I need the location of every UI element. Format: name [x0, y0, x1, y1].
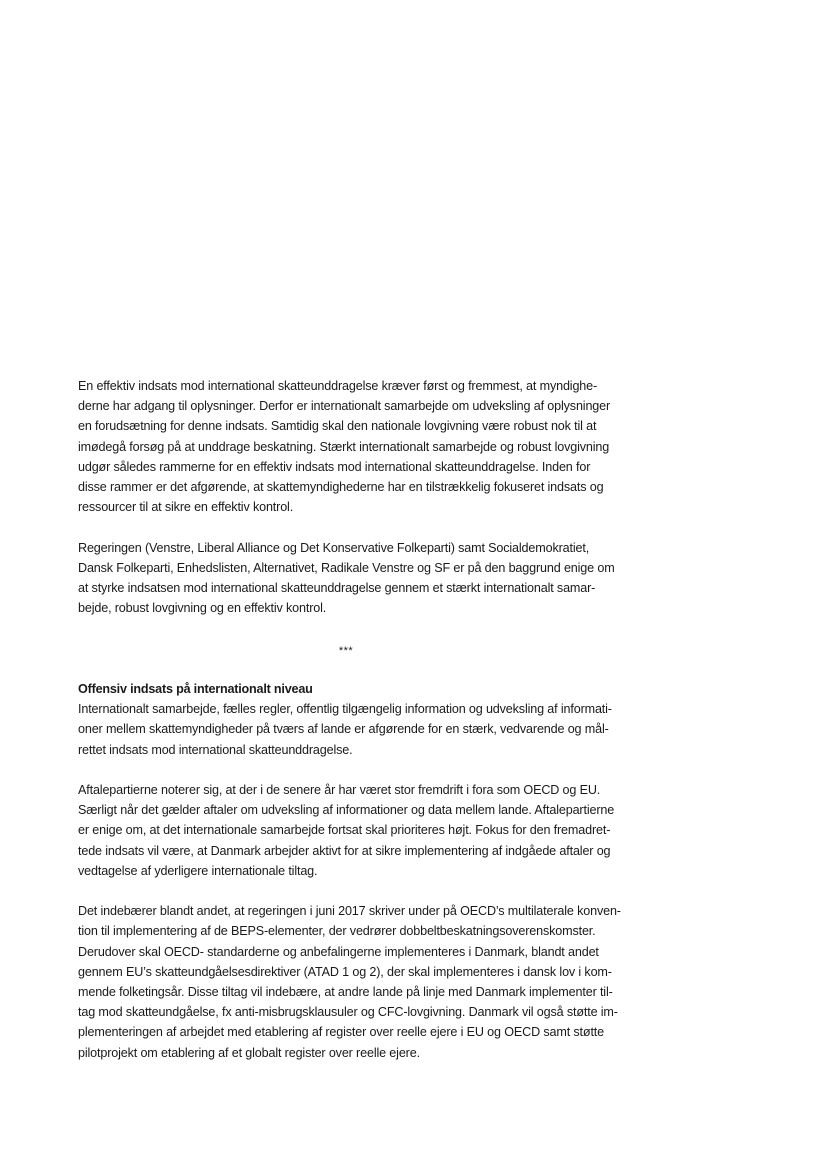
text-line: vedtagelse af yderligere internationale tiltag. — [78, 863, 318, 878]
text-line: derne har adgang til oplysninger. Derfor er internationalt samarbejde om udveksling af oplysninger — [78, 399, 611, 414]
section-heading: Offensiv indsats på internationalt niveau — [78, 681, 313, 696]
text-line: Internationalt samarbejde, fælles regler, offentlig tilgængelig information og udveksling af informati- — [78, 702, 612, 717]
text-line: plementeringen af arbejdet med etablering af register over reelle ejere i EU og OECD samt støtte — [78, 1025, 604, 1040]
text-line: udgør således rammerne for en effektiv indsats mod international skatteunddragelse. Inden for — [78, 459, 591, 474]
paragraph-implementation — [78, 901, 621, 1063]
text-line: Særligt når det gælder aftaler om udveksling af informationer og data mellem lande. Aftalepartierne — [78, 803, 615, 818]
paragraph-spacer — [78, 881, 618, 901]
paragraph-intro — [78, 376, 618, 517]
text-line: tion til implementering af de BEPS-elementer, der vedrører dobbeltbeskatningsoverenskomster. — [78, 924, 596, 939]
text-line: tede indsats vil være, at Danmark arbejder aktivt for at sikre implementering af indgåede aftaler og — [78, 843, 611, 858]
text-line: oner mellem skattemyndigheder på tværs af lande er afgørende for en stærk, vedvarende og mål- — [78, 722, 609, 737]
paragraph-spacer — [78, 659, 618, 679]
section-separator: *** — [338, 644, 354, 657]
text-line: en forudsætning for denne indsats. Samtidig skal den nationale lovgivning være robust nok til at — [78, 419, 597, 434]
paragraph-international-cooperation — [78, 699, 618, 760]
document-body — [78, 376, 621, 1063]
text-line: bejde, robust lovgivning og en effektiv kontrol. — [78, 601, 327, 616]
text-line: Derudover skal OECD- standarderne og anbefalingerne implementeres i Danmark, blandt andet — [78, 944, 599, 959]
text-line: Regeringen (Venstre, Liberal Alliance og Det Konservative Folkeparti) samt Socialdemokratiet, — [78, 540, 590, 555]
text-line: imødegå forsøg på at unddrage beskatning. Stærkt internationalt samarbejde og robust lovgivning — [78, 439, 610, 454]
text-line: Aftalepartierne noterer sig, at der i de senere år har været stor fremdrift i fora som OECD og EU. — [78, 782, 601, 797]
paragraph-spacer — [78, 618, 618, 638]
text-line: mende folketingsår. Disse tiltag vil indebære, at andre lande på linje med Danmark implementer til- — [78, 985, 613, 999]
text-line: Det indebærer blandt andet, at regeringen i juni 2017 skriver under på OECD’s multilaterale konven- — [78, 904, 621, 919]
text-line: rettet indsats mod international skatteunddragelse. — [78, 742, 353, 757]
text-line: gennem EU’s skatteundgåelsesdirektiver (ATAD 1 og 2), der skal implementeres i dansk lov i kom- — [78, 964, 612, 979]
text-line: Dansk Folkeparti, Enhedslisten, Alternativet, Radikale Venstre og SF er på den baggrund enige om — [78, 560, 615, 575]
paragraph-parties — [78, 538, 618, 619]
text-line: disse rammer er det afgørende, at skattemyndighederne har en tilstrækkelig fokuseret indsats og — [78, 480, 604, 495]
text-line: at styrke indsatsen mod international skatteunddragelse gennem et stærkt internationalt samar- — [78, 581, 596, 596]
text-line: tag mod skatteundgåelse, fx anti-misbrugsklausuler og CFC-lovgivning. Danmark vil også støtte im- — [78, 1005, 618, 1020]
text-line: pilotprojekt om etablering af et globalt register over reelle ejere. — [78, 1045, 420, 1060]
paragraph-spacer — [78, 760, 618, 780]
text-line: ressourcer til at sikre en effektiv kontrol. — [78, 500, 294, 515]
text-line: er enige om, at det internationale samarbejde fortsat skal prioriteres højt. Fokus for den fremadret- — [78, 823, 611, 838]
paragraph-progress — [78, 780, 618, 881]
paragraph-spacer — [78, 517, 618, 537]
text-line: En effektiv indsats mod international skatteunddragelse kræver først og fremmest, at myndighe- — [78, 379, 598, 393]
